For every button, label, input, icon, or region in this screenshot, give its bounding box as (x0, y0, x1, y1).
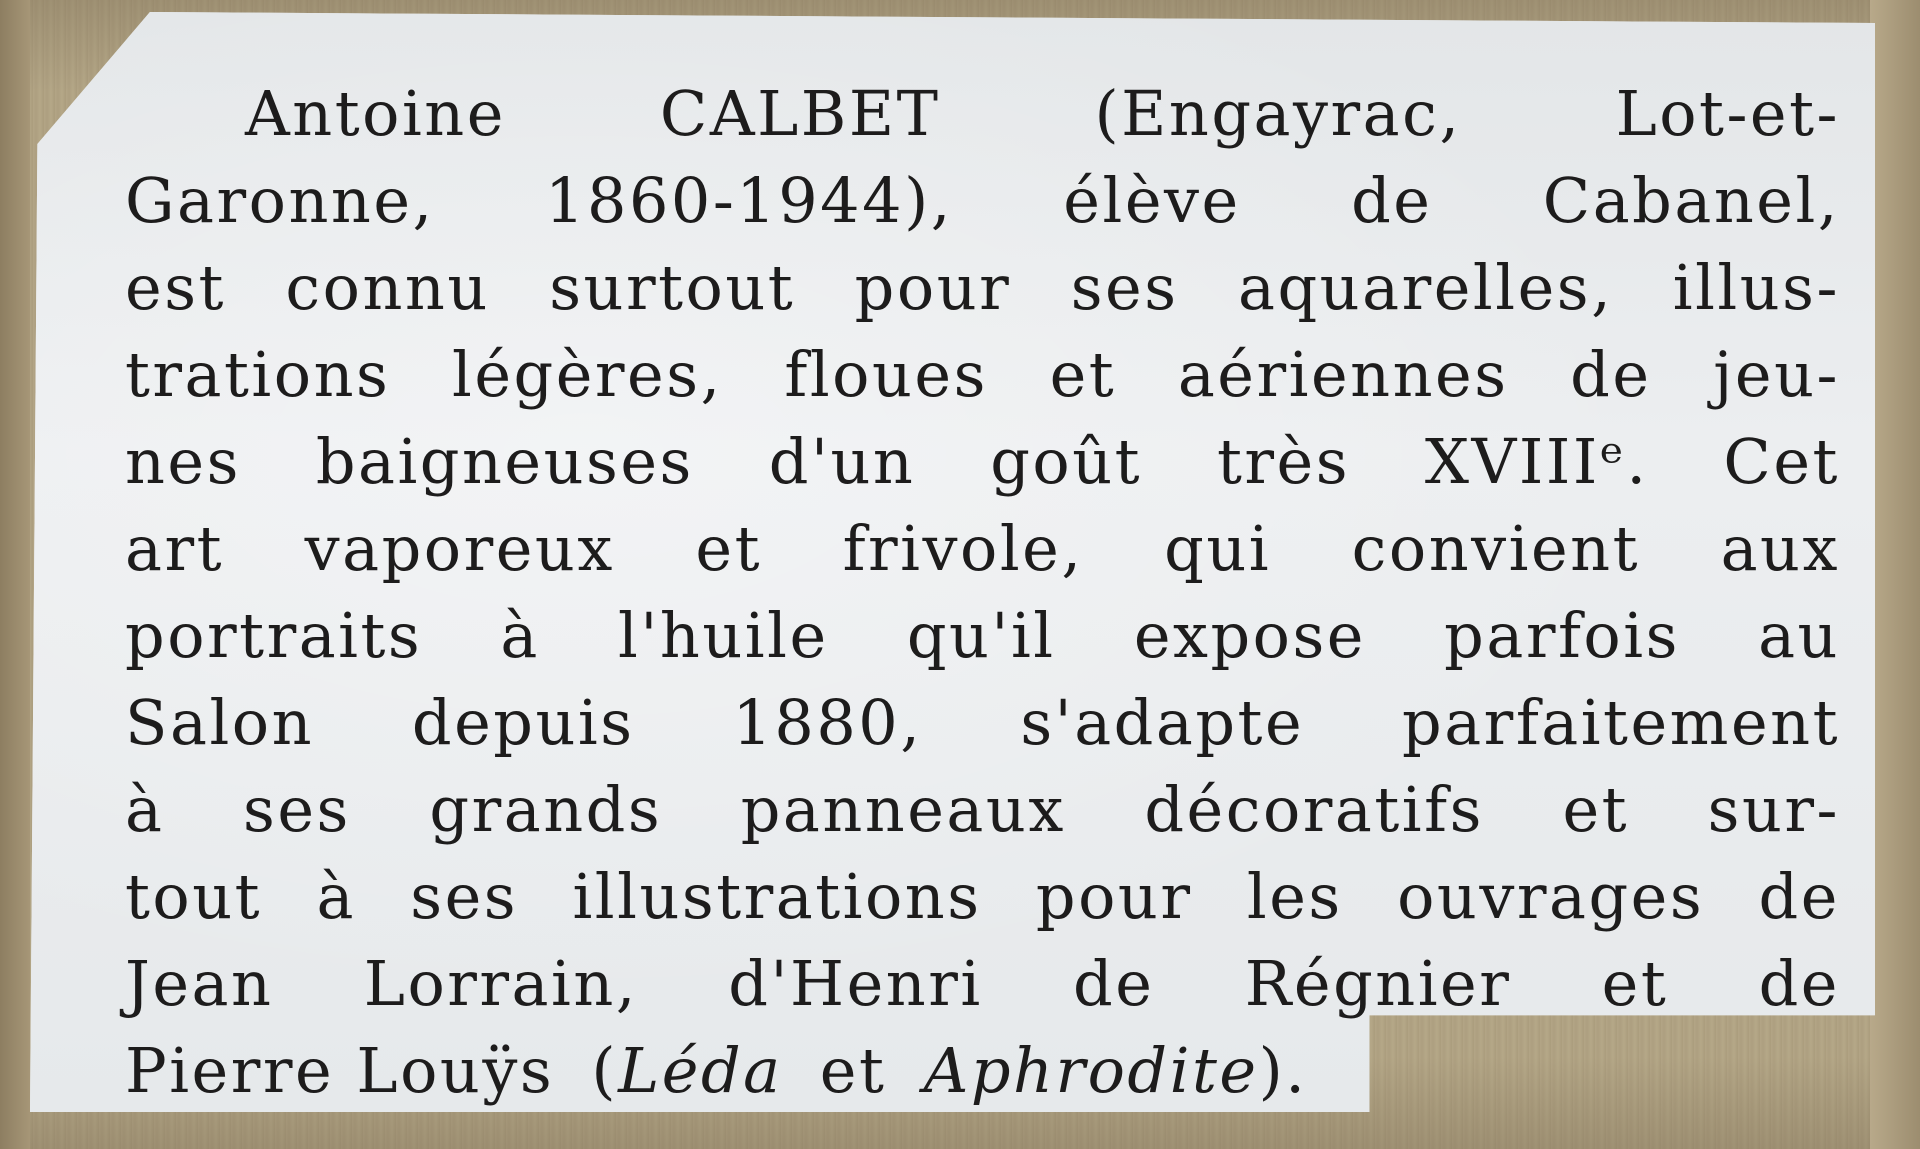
text-line (125, 766, 1840, 853)
word: à (316, 860, 356, 933)
word: connu (285, 251, 490, 324)
word: aquarelles, (1238, 251, 1614, 324)
text-line (125, 331, 1840, 418)
text-line (125, 157, 1840, 244)
word: tout (125, 860, 263, 933)
word: Salon (125, 686, 315, 759)
word: de (1758, 860, 1840, 933)
word: et (1049, 338, 1117, 411)
word: Cabanel, (1542, 164, 1840, 237)
text-line (125, 244, 1840, 331)
word: ouvrages (1397, 860, 1705, 933)
word: et (1601, 947, 1669, 1020)
word: panneaux (740, 773, 1066, 846)
word: l'huile (618, 599, 829, 672)
text-line (125, 70, 1840, 157)
word: qui (1164, 512, 1272, 585)
word: portraits (125, 599, 423, 672)
clipping-text (125, 70, 1840, 1114)
word: expose (1133, 599, 1366, 672)
word: grands (429, 773, 663, 846)
word: à (500, 599, 540, 672)
word: Antoine (245, 77, 506, 150)
word: sur- (1707, 773, 1840, 846)
close-paren: ). (1258, 1034, 1308, 1107)
word: de (1351, 164, 1433, 237)
word: les (1246, 860, 1343, 933)
word: parfaitement (1402, 686, 1840, 759)
open-paren: ( (591, 1034, 619, 1107)
text-line (125, 418, 1840, 505)
word: de (1570, 338, 1652, 411)
word: pour (854, 251, 1012, 324)
word: et (1562, 773, 1630, 846)
word: art (125, 512, 225, 585)
word: de (1073, 947, 1155, 1020)
word: à (125, 773, 165, 846)
word: s'adapte (1020, 686, 1305, 759)
word: légères, (451, 338, 723, 411)
word: aériennes (1177, 338, 1509, 411)
work-title-leda: Léda (618, 1034, 783, 1107)
word: de (1758, 947, 1840, 1020)
word: élève (1063, 164, 1241, 237)
word: ses (243, 773, 351, 846)
word: d'Henri (728, 947, 983, 1020)
board-edge-right (1870, 0, 1920, 1149)
word: jeu- (1713, 338, 1840, 411)
word: parfois (1444, 599, 1680, 672)
word: d'un (768, 425, 916, 498)
word: ses (410, 860, 519, 933)
word: ses (1070, 251, 1179, 324)
text-line (125, 679, 1840, 766)
word: CALBET (659, 77, 941, 150)
word: floues (784, 338, 988, 411)
word: XVIIIᵉ. (1424, 425, 1649, 498)
word: pour (1035, 860, 1193, 933)
word: qu'il (906, 599, 1056, 672)
word: aux (1720, 512, 1840, 585)
word: convient (1351, 512, 1641, 585)
author-name: Pierre Louÿs (125, 1034, 555, 1107)
word: trations (125, 338, 391, 411)
word: (Engayrac, (1094, 77, 1462, 150)
word: décoratifs (1144, 773, 1484, 846)
text-line (125, 940, 1840, 1027)
board-edge-left (0, 0, 30, 1149)
word: vaporeux (304, 512, 615, 585)
word: Garonne, (125, 164, 435, 237)
word: Cet (1723, 425, 1840, 498)
word: goût (990, 425, 1143, 498)
word: nes (125, 425, 241, 498)
text-line (125, 592, 1840, 679)
word: est (125, 251, 226, 324)
word: Régnier (1244, 947, 1512, 1020)
word: au (1758, 599, 1840, 672)
conjunction: et (819, 1034, 887, 1107)
word: Lot-et- (1615, 77, 1840, 150)
text-line (125, 853, 1840, 940)
work-title-aphrodite: Aphrodite (923, 1034, 1259, 1107)
word: surtout (549, 251, 796, 324)
word: depuis (411, 686, 635, 759)
word: très (1216, 425, 1351, 498)
word: illustrations (572, 860, 982, 933)
word: illus- (1672, 251, 1840, 324)
word: et (695, 512, 762, 585)
word: Lorrain, (363, 947, 638, 1020)
word: 1880, (732, 686, 923, 759)
text-line (125, 505, 1840, 592)
word: frivole, (842, 512, 1084, 585)
word: Jean (125, 947, 274, 1020)
word: baigneuses (315, 425, 694, 498)
word: 1860-1944), (545, 164, 953, 237)
text-line-last (125, 1027, 1840, 1114)
